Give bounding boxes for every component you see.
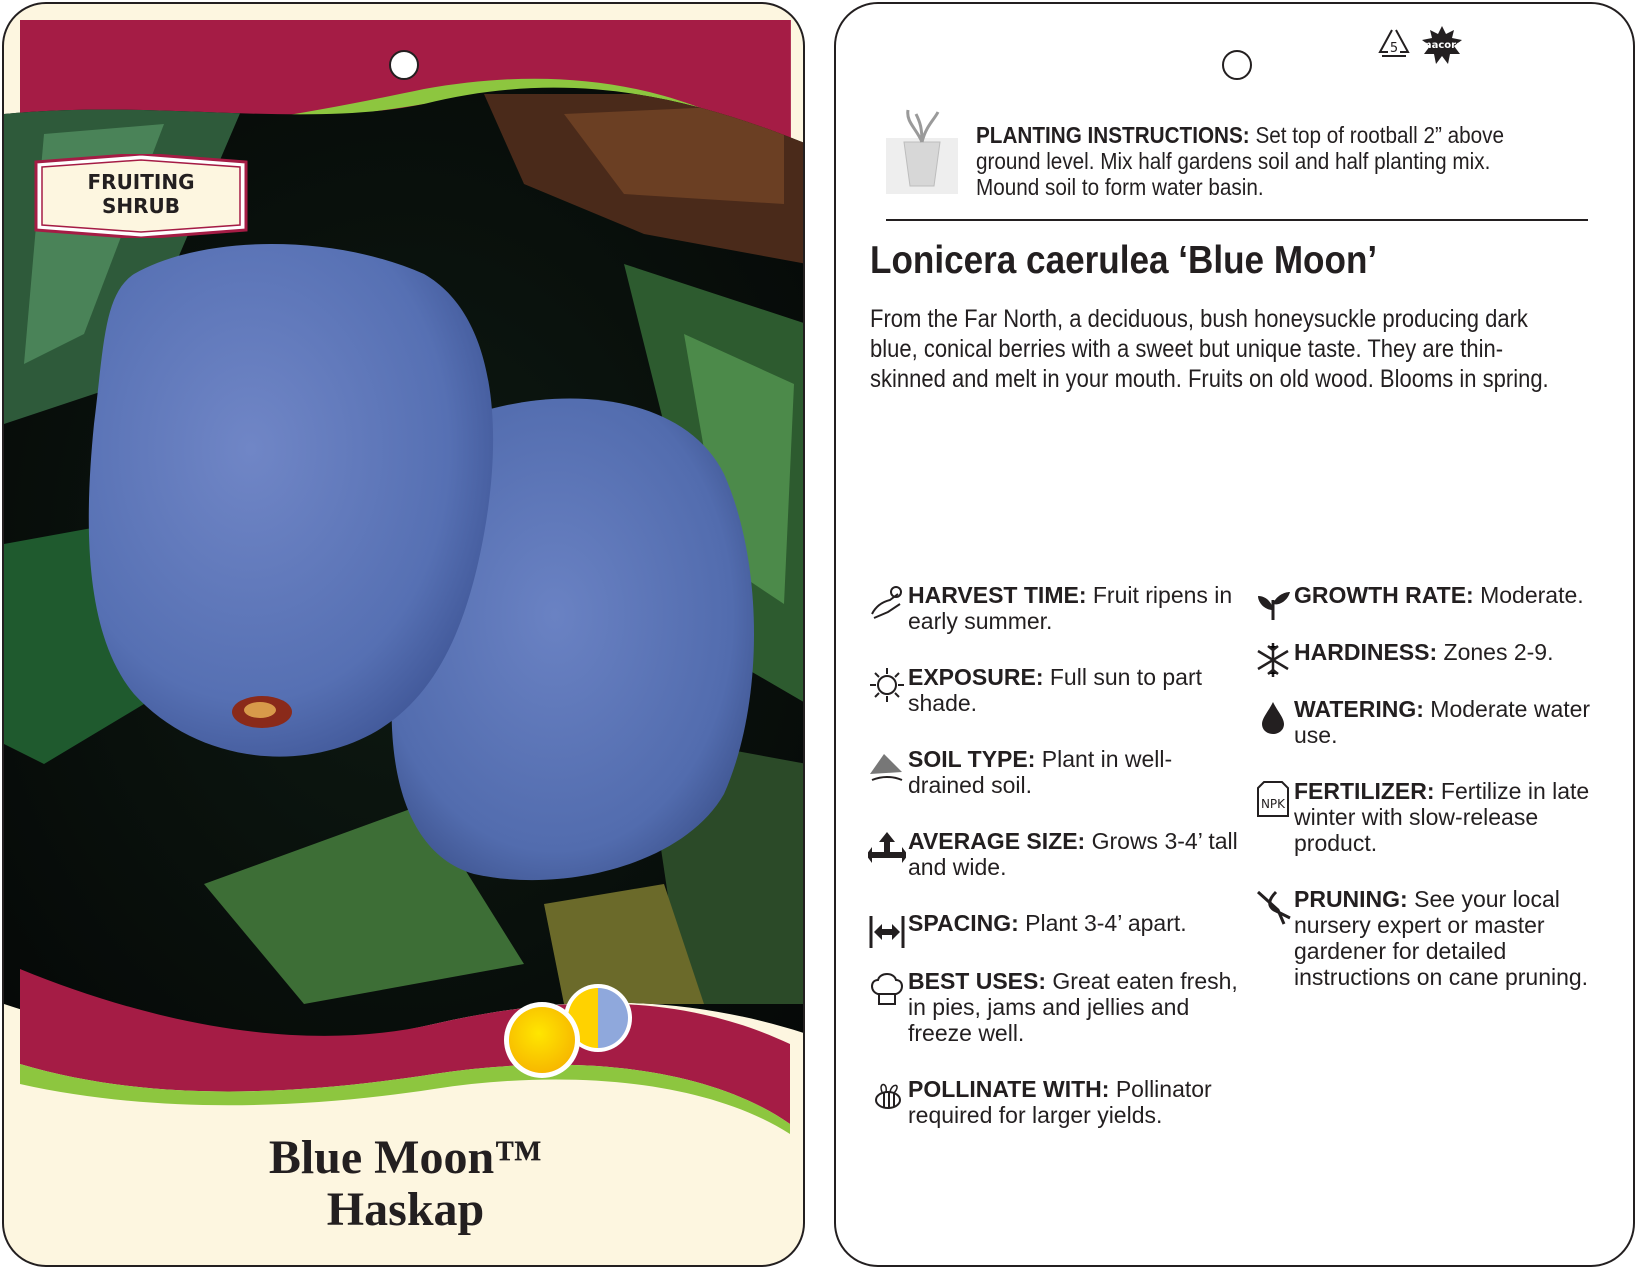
- attr-value: Full sun to part shade.: [908, 664, 1203, 716]
- planting-text: Set top of rootball 2” above ground level. Mix half gardens soil and half planting mix. Mound soil to form water basin.: [976, 122, 1505, 200]
- hang-hole: [389, 50, 419, 80]
- attr-value: Fruit ripens in early summer.: [908, 582, 1233, 634]
- attr-label: SPACING:: [908, 910, 1019, 936]
- front-tag: [2, 2, 805, 1267]
- sun-icon: [868, 666, 906, 704]
- attr-value: Fertilize in late winter with slow-release product.: [1294, 778, 1590, 856]
- hang-hole: [1222, 50, 1252, 80]
- category-badge: [32, 154, 250, 238]
- plant-name-line-2: Haskap: [326, 1183, 485, 1236]
- soil-icon: [868, 748, 906, 786]
- attr-value: Moderate.: [1473, 582, 1584, 608]
- attr-value: Plant 3-4’ apart.: [1018, 910, 1187, 936]
- category-line-1: FRUITING: [87, 170, 195, 194]
- npk-icon: [1254, 780, 1292, 818]
- plant-name-line-1: Blue Moon™: [268, 1131, 543, 1184]
- attr-soil-type: [868, 746, 1238, 798]
- category-line-2: SHRUB: [101, 194, 181, 218]
- bee-icon: [868, 1078, 906, 1116]
- full-sun-icon: [504, 1002, 580, 1078]
- recycle-logo: [1374, 24, 1470, 68]
- attr-value: See your local nursery expert or master gardener for detailed instructions on cane pruning.: [1294, 886, 1589, 990]
- attr-label: AVERAGE SIZE:: [908, 828, 1086, 854]
- attr-label: SOIL TYPE:: [908, 746, 1036, 772]
- water-drop-icon: [1254, 698, 1292, 736]
- pruners-icon: [1254, 888, 1292, 926]
- attr-hardiness: [1254, 639, 1624, 679]
- attr-average-size: [868, 828, 1238, 880]
- attr-label: GROWTH RATE:: [1294, 582, 1474, 608]
- attr-harvest-time: [868, 582, 1238, 634]
- attr-label: HARVEST TIME:: [908, 582, 1087, 608]
- attr-value: Grows 3-4’ tall and wide.: [908, 828, 1238, 880]
- attr-value: Pollinator required for larger yields.: [908, 1076, 1212, 1128]
- attr-label: POLLINATE WITH:: [908, 1076, 1110, 1102]
- attr-best-uses: [868, 968, 1238, 1046]
- recycle-brand: macore: [1421, 40, 1463, 51]
- attr-value: Plant in well-drained soil.: [908, 746, 1173, 798]
- attr-label: PRUNING:: [1294, 886, 1408, 912]
- sprout-icon: [1254, 584, 1292, 622]
- chef-hat-icon: [868, 970, 906, 1008]
- attr-value: Moderate water use.: [1294, 696, 1591, 748]
- attr-spacing: [868, 910, 1238, 950]
- attr-label: FERTILIZER:: [1294, 778, 1435, 804]
- attr-label: WATERING:: [1294, 696, 1424, 722]
- attr-pruning: [1254, 886, 1624, 990]
- recycle-number: 5: [1389, 41, 1399, 56]
- attr-label: BEST USES:: [908, 968, 1047, 994]
- attr-value: Great eaten fresh, in pies, jams and jellies and freeze well.: [908, 968, 1238, 1046]
- planting-label: PLANTING INSTRUCTIONS:: [976, 122, 1250, 148]
- scientific-name: Lonicera caerulea ‘Blue Moon’: [870, 239, 1378, 282]
- attr-value: Zones 2-9.: [1437, 639, 1554, 665]
- attr-label: EXPOSURE:: [908, 664, 1044, 690]
- back-tag: [834, 2, 1635, 1267]
- snowflake-icon: [1254, 641, 1292, 679]
- attr-pollinate-with: [868, 1076, 1238, 1128]
- planting-instructions: [976, 122, 1525, 200]
- attr-label: HARDINESS:: [1294, 639, 1438, 665]
- plant-pot-icon: [886, 108, 958, 198]
- hand-fruit-icon: [868, 584, 906, 622]
- spacing-icon: [868, 912, 906, 950]
- attr-fertilizer: [1254, 778, 1624, 856]
- svg-text:NPK: NPK: [1260, 797, 1286, 811]
- attr-growth-rate: [1254, 582, 1624, 622]
- divider: [886, 219, 1588, 221]
- attr-watering: [1254, 696, 1624, 748]
- plant-description: From the Far North, a deciduous, bush honeysuckle producing dark blue, conical berries with a sweet but unique taste. They are thin-skinned and melt in your mouth. Fruits on old wood. Blooms in spring.: [870, 305, 1549, 393]
- sun-requirement-icons: [504, 984, 634, 1084]
- size-arrows-icon: [868, 830, 906, 868]
- attr-exposure: [868, 664, 1238, 716]
